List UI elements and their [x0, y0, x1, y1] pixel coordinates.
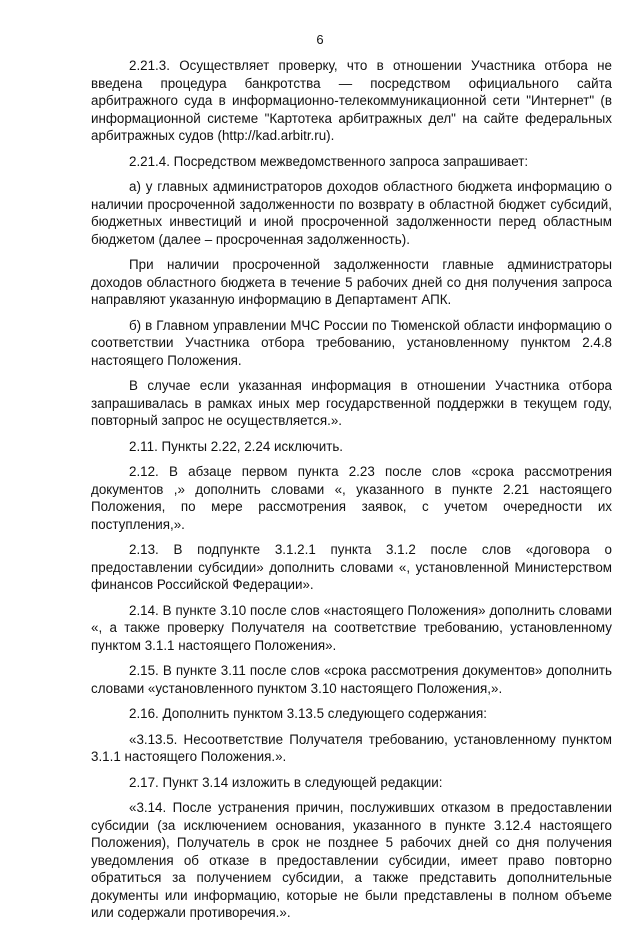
paragraph-subitem-b: б) в Главном управлении МЧС России по Тюменской области информацию о соответствии Участника отбора требованию, установленному пунктом 2.4.8 настоящего Положения. — [91, 317, 612, 368]
paragraph-2-16: 2.16. Дополнить пунктом 3.13.5 следующего содержания: — [129, 706, 487, 721]
paragraph-overdue-debt: При наличии просроченной задолженности главные администраторы доходов областного бюджета в течение 5 рабочих дней со дня получения запроса направляют указанную информацию в Департамент АПК. — [91, 257, 612, 307]
paragraph-2-17: 2.17. Пункт 3.14 изложить в следующей редакции: — [129, 774, 443, 790]
page-number: 6 — [316, 32, 324, 47]
paragraph-2-21-4: 2.21.4. Посредством межведомственного запроса запрашивает: — [129, 153, 529, 169]
paragraph-2-13: 2.13. В подпункте 3.1.2.1 пункта 3.1.2 после слов «договора о предоставлении субсидии» дополнить словами «, установленной Министерством финансов Российской Федерации». — [91, 542, 612, 592]
paragraph-2-14: 2.14. В пункте 3.10 после слов «настоящего Положения» дополнить словами «, а также проверку Получателя на соответствие требованию, установленному пунктом 3.1.1 настоящего Положения». — [91, 602, 612, 653]
paragraph-3-14: «3.14. После устранения причин, послуживших отказом в предоставлении субсидии (за исключением основания, указанного в пункте 3.12.4 настоящего Положения), Получатель в срок не позднее 5 рабочих дней со дня получения уведомления об отказе в предоставлении субсидии, имеет право повторно обратиться за получением субсидии, а также представить дополнительные документы или информацию, которые не были представлены в полном объеме или содержали противоречия.». — [91, 800, 612, 920]
document-body — [91, 57, 612, 930]
paragraph-repeat-request: В случае если указанная информация в отношении Участника отбора запрашивалась в рамках иных мер государственной поддержки в текущем году, повторный запрос не осуществляется.». — [91, 378, 612, 428]
paragraph-3-13-5: «3.13.5. Несоответствие Получателя требованию, установленному пунктом 3.1.1 настоящего Положения.». — [91, 731, 612, 764]
paragraph-2-12: 2.12. В абзаце первом пункта 2.23 после слов «срока рассмотрения документов ,» дополнить словами «, указанного в пункте 2.21 настоящего Положения, по мере рассмотрения заявок, с учетом очередности их поступления,». — [91, 464, 612, 532]
paragraph-2-11: 2.11. Пункты 2.22, 2.24 исключить. — [129, 438, 344, 454]
paragraph-2-15: 2.15. В пункте 3.11 после слов «срока рассмотрения документов» дополнить словами «установленного пунктом 3.10 настоящего Положения,». — [91, 663, 612, 696]
paragraph-2-21-3: 2.21.3. Осуществляет проверку, что в отношении Участника отбора не введена процедура банкротства — посредством официального сайта арбитражного суда в информационно-телекоммуникационной сети "Интернет" (в информационной системе "Картотека арбитражных дел" на сайте федеральных арбитражных судов (http://kad.arbitr.ru). — [91, 58, 612, 143]
paragraph-subitem-a: а) у главных администраторов доходов областного бюджета информацию о наличии просроченной задолженности по возврату в областной бюджет субсидий, бюджетных инвестиций и иной просроченной задолженности перед областным бюджетом (далее – просроченная задолженность). — [91, 179, 612, 247]
